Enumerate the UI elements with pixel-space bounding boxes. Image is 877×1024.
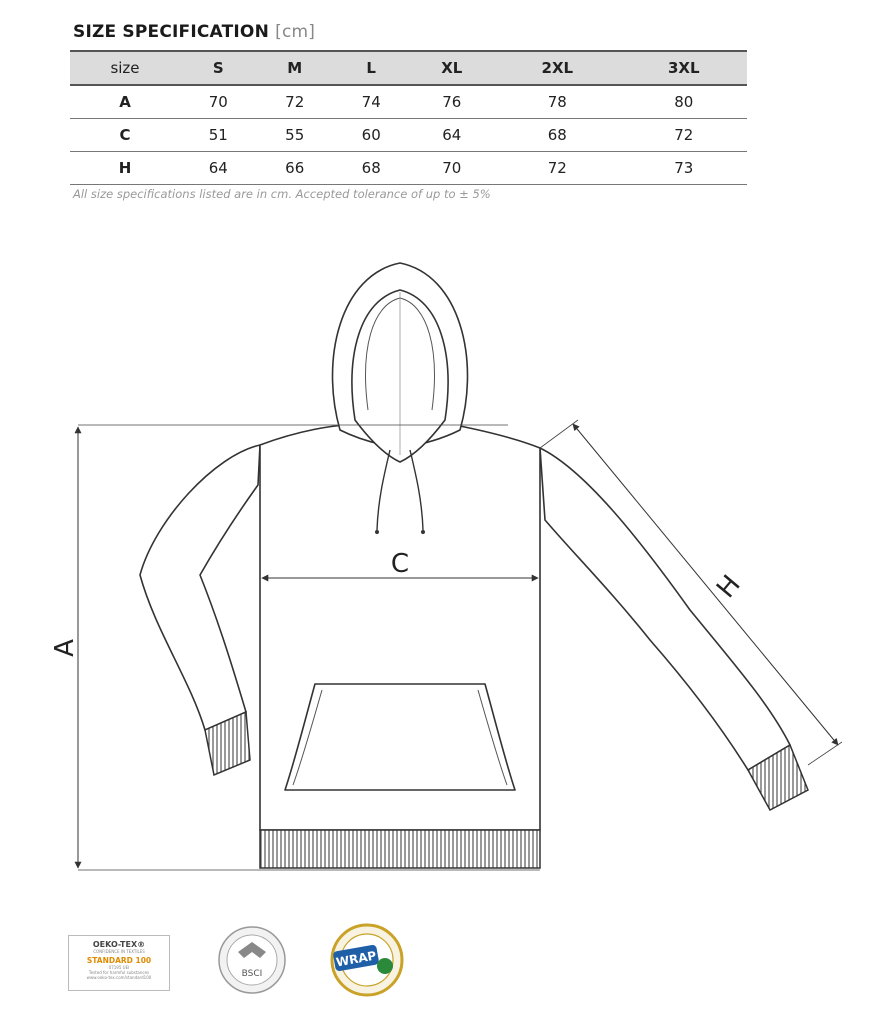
oeko-line3: www.oeko-tex.com/standard100 [86, 975, 152, 980]
col-m: M [256, 51, 332, 85]
table-cell: 76 [409, 85, 494, 119]
table-cell: 68 [494, 119, 620, 152]
bsci-name: BSCI [241, 969, 263, 979]
right-sleeve [540, 448, 790, 770]
table-cell: 72 [621, 119, 747, 152]
tolerance-note: All size specifications listed are in cm. Accepted tolerance of up to ± 5% [73, 187, 491, 201]
oeko-tex-label [68, 935, 170, 991]
table-cell: 51 [180, 119, 256, 152]
table-cell: 64 [180, 152, 256, 185]
waistband [260, 830, 540, 868]
title-text: SIZE SPECIFICATION [73, 22, 269, 42]
col-l: L [333, 51, 409, 85]
oeko-sub: CONFIDENCE IN TEXTILES [93, 949, 145, 954]
row-label: C [70, 119, 180, 152]
table-cell: 70 [180, 85, 256, 119]
bsci-logo [219, 927, 285, 993]
table-cell: 73 [621, 152, 747, 185]
table-cell: 68 [333, 152, 409, 185]
row-label: A [70, 85, 180, 119]
col-3xl: 3XL [621, 51, 747, 85]
wrap-logo [332, 925, 402, 995]
table-cell: 55 [256, 119, 332, 152]
col-2xl: 2XL [494, 51, 620, 85]
title-unit: [cm] [275, 22, 316, 42]
oeko-standard: STANDARD 100 [86, 956, 152, 965]
table-cell: 70 [409, 152, 494, 185]
table-cell: 72 [494, 152, 620, 185]
col-s: S [180, 51, 256, 85]
oeko-line1: 07195 UEI [108, 965, 130, 970]
table-cell: 64 [409, 119, 494, 152]
oeko-name: OEKO-TEX® [92, 940, 146, 949]
table-cell: 72 [256, 85, 332, 119]
oeko-line2: Tested for harmful substances [88, 970, 150, 975]
table-cell: 80 [621, 85, 747, 119]
table-cell: 60 [333, 119, 409, 152]
left-sleeve [140, 445, 260, 730]
dim-label-h: H [711, 569, 747, 604]
row-label: H [70, 152, 180, 185]
table-cell: 66 [256, 152, 332, 185]
table-cell: 78 [494, 85, 620, 119]
col-size: size [70, 51, 180, 85]
col-xl: XL [409, 51, 494, 85]
table-cell: 74 [333, 85, 409, 119]
dim-label-a: A [50, 639, 80, 657]
dim-label-c: C [390, 549, 410, 579]
wrap-name: WRAP [334, 948, 378, 970]
